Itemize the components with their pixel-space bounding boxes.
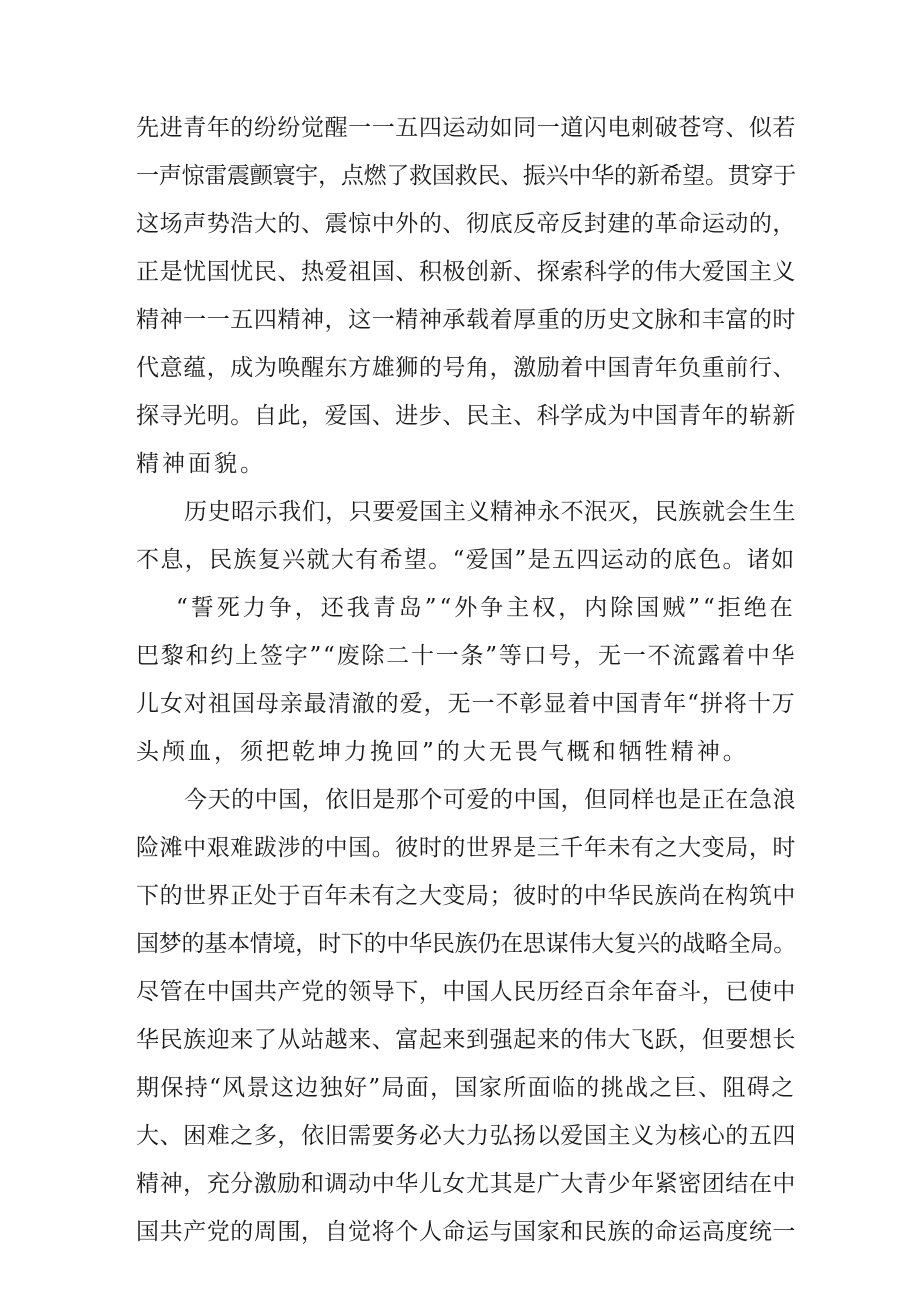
text-line: 险滩中艰难跋涉的中国。彼时的世界是三千年未有之大变局，时 bbox=[136, 835, 796, 861]
text-line: 精神，充分激励和调动中华儿女尤其是广大青少年紧密团结在中 bbox=[136, 1171, 796, 1197]
text-line: 不息，民族复兴就大有希望。“爱国”是五四运动的底色。诸如 bbox=[136, 547, 796, 573]
text-line: 华民族迎来了从站越来、富起来到强起来的伟大飞跃，但要想长 bbox=[136, 1027, 796, 1053]
paragraph-first-line: 今天的中国，依旧是那个可爱的中国，但同样也是正在急浪 bbox=[184, 787, 796, 813]
text-line: “誓死力争，还我青岛”“外争主权，内除国贼”“拒绝在 bbox=[176, 595, 796, 621]
text-line: 大、困难之多，依旧需要务必大力弘扬以爱国主义为核心的五四 bbox=[136, 1123, 796, 1149]
text-line: 头颅血，须把乾坤力挽回”的大无畏气概和牺牲精神。 bbox=[136, 739, 749, 765]
text-line: 下的世界正处于百年未有之大变局；彼时的中华民族尚在构筑中 bbox=[136, 883, 796, 909]
text-line: 探寻光明。自此，爱国、进步、民主、科学成为中国青年的崭新 bbox=[136, 403, 796, 429]
text-line: 精神一一五四精神，这一精神承载着厚重的历史文脉和丰富的时 bbox=[136, 307, 796, 333]
text-line: 期保持“风景这边独好”局面，国家所面临的挑战之巨、阻碍之 bbox=[136, 1075, 796, 1101]
text-line: 正是忧国忧民、热爱祖国、积极创新、探索科学的伟大爱国主义 bbox=[136, 259, 796, 285]
paragraph-first-line: 历史昭示我们，只要爱国主义精神永不泯灭，民族就会生生 bbox=[184, 499, 796, 525]
text-line: 这场声势浩大的、震惊中外的、彻底反帝反封建的革命运动的， bbox=[136, 211, 796, 237]
text-line: 国共产党的周围，自觉将个人命运与国家和民族的命运高度统一 bbox=[136, 1219, 796, 1245]
text-line: 巴黎和约上签字”“废除二十一条”等口号，无一不流露着中华 bbox=[136, 643, 797, 669]
text-line: 儿女对祖国母亲最清澈的爱，无一不彰显着中国青年“拼将十万 bbox=[136, 691, 796, 717]
text-line: 先进青年的纷纷觉醒一一五四运动如同一道闪电刺破苍穹、似若 bbox=[136, 115, 796, 141]
text-line: 一声惊雷震颤寰宇，点燃了救国救民、振兴中华的新希望。贯穿于 bbox=[136, 163, 796, 189]
text-line: 代意蕴，成为唤醒东方雄狮的号角，激励着中国青年负重前行、 bbox=[136, 355, 796, 381]
text-line: 国梦的基本情境，时下的中华民族仍在思谋伟大复兴的战略全局。 bbox=[136, 931, 796, 957]
text-line: 尽管在中国共产党的领导下，中国人民历经百余年奋斗，已使中 bbox=[136, 979, 796, 1005]
text-line: 精神面貌。 bbox=[136, 451, 266, 477]
